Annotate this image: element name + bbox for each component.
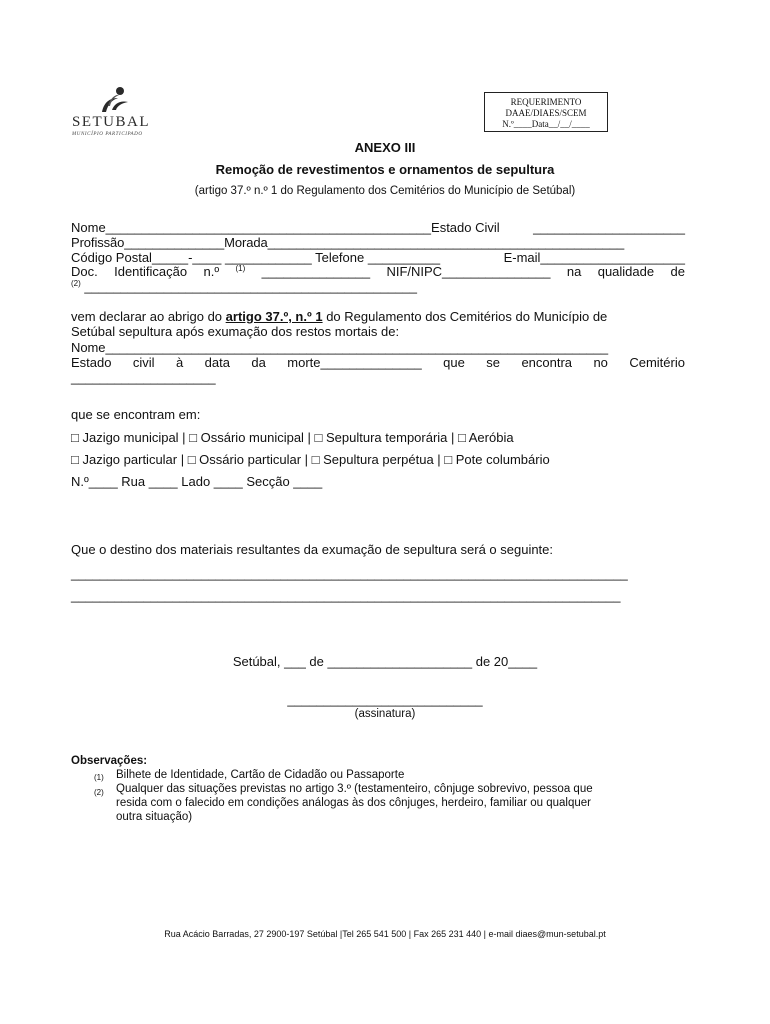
id-line-word: (1)	[235, 264, 246, 273]
destination-text: Que o destino dos materiais resultantes da exumação de sepultura será o seguinte:	[71, 542, 554, 557]
estado-line-word: encontra	[521, 355, 573, 370]
note-ref-2: (2)	[71, 279, 81, 288]
estado-line-word: Cemitério	[629, 355, 685, 370]
name-field-label: Nome_____________________________________________Estado Civil	[71, 220, 500, 235]
id-line-word: de	[670, 264, 685, 279]
estado-line-word: da	[251, 355, 266, 370]
id-line-word: na	[566, 264, 582, 279]
id-line-word: _______________	[261, 264, 371, 279]
location-options-row-1[interactable]: □ Jazigo municipal | □ Ossário municipal | □ Sepultura temporária | □ Aeróbia	[71, 430, 514, 445]
page-footer: Rua Acácio Barradas, 27 2900-197 Setúbal |Tel 265 541 500 | Fax 265 231 440 | e-mail diaes@mun-setubal.pt	[164, 929, 606, 939]
setubal-logo	[72, 86, 156, 142]
postal-phone-field: Código Postal_____-____ ____________ Telefone __________	[71, 250, 441, 265]
estado-line-word: que	[443, 355, 465, 370]
postal-phone-email-line[interactable]	[71, 250, 685, 265]
estado-line-word: à	[176, 355, 184, 370]
declaration-line-1	[71, 309, 685, 324]
request-box-title: REQUERIMENTO	[510, 97, 582, 107]
annex-title: ANEXO III	[354, 140, 416, 155]
request-box-code: DAAE/DIAES/SCEM	[505, 108, 587, 118]
logo-subtitle: MUNICÍPIO PARTICIPADO	[72, 132, 143, 137]
name-civil-status-line[interactable]	[71, 220, 685, 235]
civil-status-blank: _____________________	[533, 220, 685, 235]
location-options-row-2[interactable]: □ Jazigo particular | □ Ossário particular | □ Sepultura perpétua | □ Pote columbário	[71, 452, 550, 467]
logo-emblem-icon	[98, 86, 132, 114]
signature-line[interactable]: ___________________________	[287, 692, 483, 707]
observation-1-text: Bilhete de Identidade, Cartão de Cidadão ou Passaporte	[116, 769, 405, 781]
request-box	[484, 92, 608, 132]
date-line[interactable]: Setúbal, ___ de ____________________ de 20____	[232, 654, 538, 669]
observation-1-number: (1)	[94, 773, 104, 782]
logo-wordmark: SETUBAL	[72, 114, 150, 130]
capacity-line[interactable]	[71, 279, 417, 294]
estado-line-word: civil	[132, 355, 155, 370]
location-details-line[interactable]: N.º____ Rua ____ Lado ____ Secção ____	[71, 474, 323, 489]
estado-line-word: Estado	[71, 355, 112, 370]
deceased-name-line[interactable]: Nome______________________________________________________________________	[71, 340, 609, 355]
capacity-blank: ______________________________________________	[80, 279, 417, 294]
destination-blank-1[interactable]: _____________________________________________________________________________	[71, 566, 628, 581]
observations-title: Observações:	[71, 755, 148, 767]
document-title: Remoção de revestimentos e ornamentos de sepultura	[215, 162, 555, 177]
estado-line-word: data	[204, 355, 230, 370]
signature-label: (assinatura)	[354, 708, 416, 720]
email-field: E-mail____________________	[503, 250, 685, 265]
location-intro: que se encontram em:	[71, 407, 201, 422]
request-box-number-date: N.º____Data__/__/____	[502, 119, 590, 129]
id-line-word: Identificação	[114, 264, 188, 279]
cemetery-blank[interactable]: ____________________	[71, 370, 216, 385]
profession-address-line[interactable]: Profissão______________Morada__________________________________________________	[71, 235, 625, 250]
id-line-word: qualidade	[597, 264, 655, 279]
estado-line-word: no	[593, 355, 608, 370]
estado-line-word: morte______________	[287, 355, 422, 370]
document-subtitle: (artigo 37.º n.º 1 do Regulamento dos Cemitérios do Município de Setúbal)	[194, 185, 576, 197]
id-line-word: n.º	[203, 264, 220, 279]
civil-status-death-line[interactable]	[71, 355, 685, 370]
observations-list	[0, 769, 770, 829]
observation-2-number: (2)	[94, 788, 104, 797]
destination-blank-2[interactable]: ____________________________________________________________________________	[71, 588, 621, 603]
declaration-text: vem declarar ao abrigo do artigo 37.º, n.º 1 do Regulamento dos Cemitérios do Município de	[71, 309, 608, 324]
id-line-word: Doc.	[71, 264, 98, 279]
declaration-line-2: Setúbal sepultura após exumação dos restos mortais de:	[71, 324, 400, 339]
id-line-word: NIF/NIPC_______________	[386, 264, 551, 279]
estado-line-word: se	[486, 355, 501, 370]
observation-2-text: Qualquer das situações previstas no artigo 3.º (testamenteiro, cônjuge sobrevivo, pessoa que	[116, 783, 593, 795]
article-reference: artigo 37.º, n.º 1	[225, 309, 323, 324]
id-document-line[interactable]	[71, 264, 685, 279]
observation-2-text-cont: resida com o falecido em condições análogas às dos cônjuges, herdeiro, familiar ou qualquer	[116, 797, 591, 809]
observation-2-text-end: outra situação)	[116, 811, 193, 823]
